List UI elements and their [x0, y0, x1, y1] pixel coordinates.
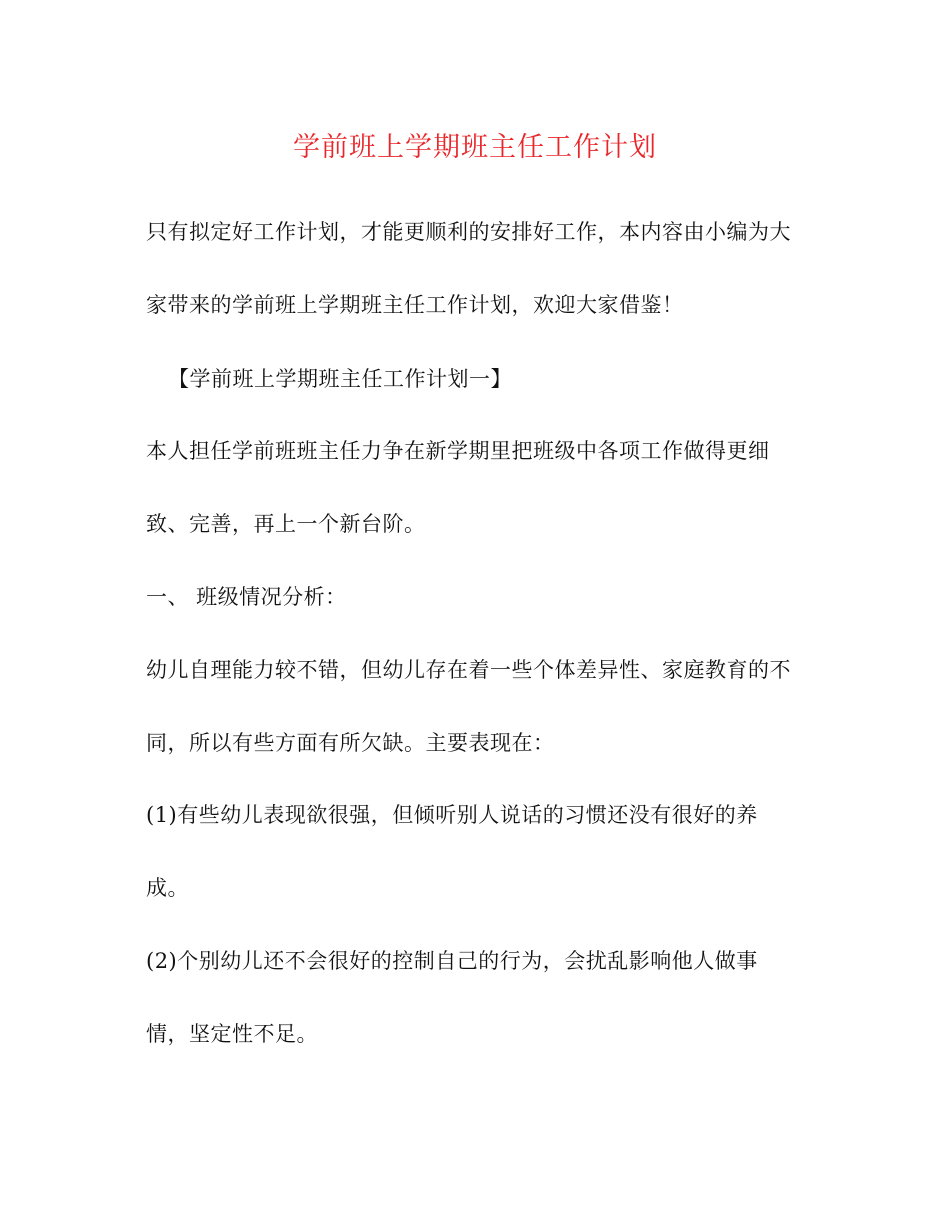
list-item-2-line-2: 情，坚定性不足。: [146, 1022, 318, 1046]
list-item-1-line-2: 成。: [146, 876, 189, 900]
paragraph-line-2: 家带来的学前班上学期班主任工作计划，欢迎大家借鉴！: [146, 293, 684, 317]
paragraph-line-1: 只有拟定好工作计划，才能更顺利的安排好工作，本内容由小编为大: [146, 220, 791, 244]
document-title: 学前班上学期班主任工作计划: [293, 132, 657, 163]
paragraph-line-5: 致、完善，再上一个新台阶。: [146, 512, 426, 536]
list-item-1-line-1: (1)有些幼儿表现欲很强，但倾听别人说话的习惯还没有很好的养: [146, 803, 758, 827]
list-item-2-line-1: (2)个别幼儿还不会很好的控制自己的行为，会扰乱影响他人做事: [146, 949, 758, 973]
paragraph-line-4: 本人担任学前班班主任力争在新学期里把班级中各项工作做得更细: [146, 439, 770, 463]
paragraph-line-8: 同，所以有些方面有所欠缺。主要表现在：: [146, 731, 555, 755]
section-heading-class-analysis: 一、 班级情况分析：: [146, 585, 347, 609]
paragraph-line-7: 幼儿自理能力较不错，但幼儿存在着一些个体差异性、家庭教育的不: [146, 658, 791, 682]
section-heading-plan-one: 【学前班上学期班主任工作计划一】: [168, 367, 512, 391]
